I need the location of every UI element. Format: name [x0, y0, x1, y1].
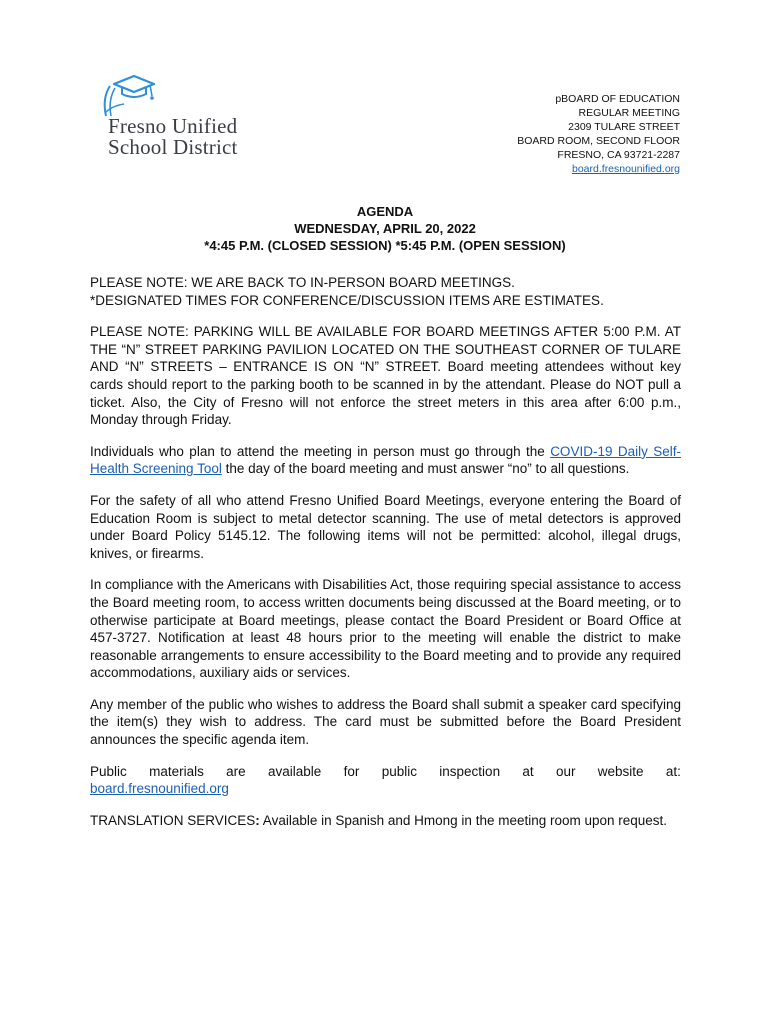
- address-line-1: pBOARD OF EDUCATION: [555, 93, 680, 105]
- materials-line: [90, 763, 681, 781]
- address-line-2: REGULAR MEETING: [578, 107, 680, 119]
- website-link[interactable]: board.fresnounified.org: [572, 163, 680, 175]
- agenda-body: [90, 274, 681, 843]
- covid-note: [90, 443, 681, 478]
- parking-note: PLEASE NOTE: PARKING WILL BE AVAILABLE FOR BOARD MEETINGS AFTER 5:00 P.M. AT THE “N” STREET PARKING PAVILION LOCATED ON THE SOUTHEAST CORNER OF TULARE AND “N” STREETS – ENTRANCE IS ON “N” STREET. Board meeting attendees without key cards should report to the parking booth to be scanned in by the attendant. Please do NOT pull a ticket. Also, the City of Fresno will not enforce the street meters in this area after 6:00 p.m., Monday through Friday.: [90, 324, 681, 428]
- materials-website-link[interactable]: board.fresnounified.org: [90, 781, 229, 797]
- covid-text-before: Individuals who plan to attend the meeting in person must go through the: [90, 443, 551, 459]
- meeting-date: WEDNESDAY, APRIL 20, 2022: [294, 221, 476, 236]
- ada-note: In compliance with the Americans with Disabilities Act, those requiring special assistance to access the Board meeting room, to access written documents being discussed at the Board meeting, or to otherwise participate at Board meetings, please contact the Board President or Board Office at 457-3727. Notification at least 48 hours prior to the meeting will enable the district to make reasonable arrangements to ensure accessibility to the Board meeting and to provide any required accommodations, auxiliary aids or services.: [90, 577, 681, 681]
- address-block: [517, 92, 680, 176]
- logo-line-1: Fresno Unified: [108, 114, 238, 138]
- materials-word: materials: [149, 763, 204, 779]
- logo-wordmark: [108, 116, 238, 158]
- covid-text-after: the day of the board meeting and must answer “no” to all questions.: [221, 461, 630, 477]
- translation-note: [90, 812, 681, 830]
- in-person-notes: [90, 274, 681, 309]
- materials-word: website: [597, 763, 644, 779]
- address-line-3: 2309 TULARE STREET: [568, 121, 680, 133]
- materials-word: our: [555, 763, 576, 779]
- district-logo: [96, 72, 256, 160]
- note-in-person: PLEASE NOTE: WE ARE BACK TO IN-PERSON BOARD MEETINGS.: [90, 275, 515, 290]
- address-line-4: BOARD ROOM, SECOND FLOOR: [517, 135, 680, 147]
- agenda-heading: [0, 203, 770, 254]
- materials-word: at: [522, 763, 534, 779]
- translation-label: TRANSLATION SERVICES: [90, 812, 256, 828]
- materials-word: Public: [90, 763, 127, 779]
- materials-word: at:: [665, 763, 681, 779]
- materials-word: are: [226, 763, 246, 779]
- materials-note: [90, 763, 681, 798]
- note-estimates: *DESIGNATED TIMES FOR CONFERENCE/DISCUSSION ITEMS ARE ESTIMATES.: [90, 292, 604, 308]
- covid-screening-link[interactable]: COVID-19 Daily Self-Health Screening Tool: [90, 443, 681, 477]
- materials-word: public: [381, 763, 417, 779]
- speaker-note: Any member of the public who wishes to address the Board shall submit a speaker card specifying the item(s) they wish to address. The card must be submitted before the Board President announces the specific agenda item.: [90, 696, 681, 748]
- logo-line-2: School District: [108, 135, 238, 159]
- materials-word: for: [343, 763, 360, 779]
- agenda-title: AGENDA: [356, 204, 414, 219]
- materials-word: available: [268, 763, 322, 779]
- translation-text: Available in Spanish and Hmong in the meeting room upon request.: [259, 812, 668, 828]
- session-times: *4:45 P.M. (CLOSED SESSION) *5:45 P.M. (OPEN SESSION): [204, 238, 566, 253]
- address-line-5: FRESNO, CA 93721-2287: [557, 149, 680, 161]
- safety-note: For the safety of all who attend Fresno Unified Board Meetings, everyone entering the Board of Education Room is subject to metal detector scanning. The use of metal detectors is approved under Board Policy 5145.12. The following items will not be permitted: alcohol, illegal drugs, knives, or firearms.: [90, 492, 681, 561]
- translation-colon: :: [255, 812, 260, 828]
- materials-word: inspection: [439, 763, 501, 779]
